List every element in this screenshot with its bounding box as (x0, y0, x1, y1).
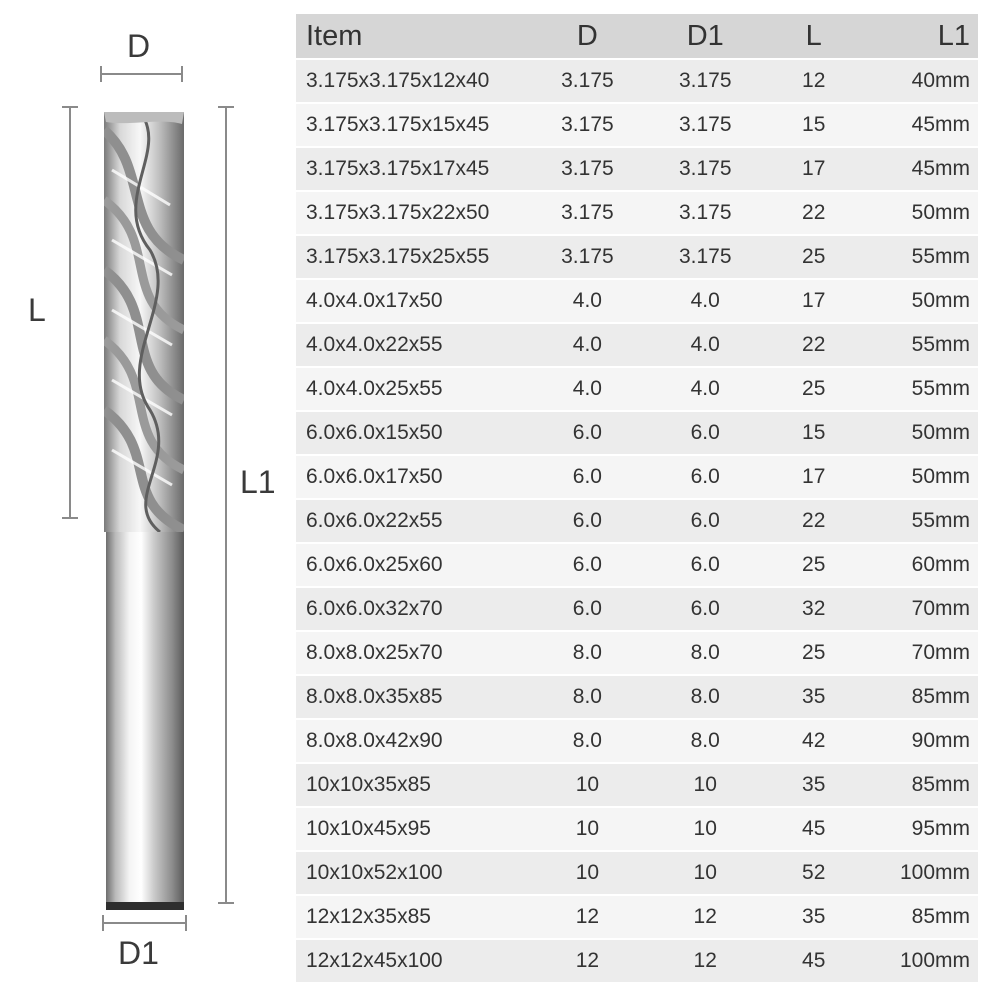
cell-l: 45 (761, 940, 866, 982)
cell-l: 25 (761, 236, 866, 278)
cell-item: 10x10x52x100 (296, 852, 526, 894)
cell-l: 15 (761, 412, 866, 454)
cell-d: 3.175 (526, 104, 649, 146)
cell-d: 3.175 (526, 236, 649, 278)
cell-d: 3.175 (526, 60, 649, 102)
table-row (296, 236, 978, 278)
cell-d1: 3.175 (649, 60, 761, 102)
cell-d1: 12 (649, 940, 761, 982)
header-l1: L1 (866, 14, 978, 58)
table-row (296, 280, 978, 322)
cell-d1: 12 (649, 896, 761, 938)
cell-item: 10x10x45x95 (296, 808, 526, 850)
cell-l1: 55mm (866, 500, 978, 542)
cell-d: 8.0 (526, 676, 649, 718)
cell-l: 15 (761, 104, 866, 146)
header-item: Item (296, 14, 526, 58)
cell-item: 3.175x3.175x22x50 (296, 192, 526, 234)
table-row (296, 896, 978, 938)
table-row (296, 456, 978, 498)
cell-l1: 45mm (866, 148, 978, 190)
cell-l1: 40mm (866, 60, 978, 102)
cell-d1: 4.0 (649, 368, 761, 410)
dim-label-d: D (127, 28, 151, 64)
cell-l1: 55mm (866, 236, 978, 278)
cell-l: 22 (761, 324, 866, 366)
cell-l: 45 (761, 808, 866, 850)
cell-d: 4.0 (526, 280, 649, 322)
table-body (296, 60, 978, 982)
cell-d1: 3.175 (649, 192, 761, 234)
table-row (296, 412, 978, 454)
cell-item: 8.0x8.0x35x85 (296, 676, 526, 718)
header-d1: D1 (649, 14, 761, 58)
cell-l1: 50mm (866, 280, 978, 322)
cell-d1: 6.0 (649, 588, 761, 630)
cell-d: 6.0 (526, 412, 649, 454)
cell-d1: 6.0 (649, 544, 761, 586)
cell-d1: 3.175 (649, 236, 761, 278)
cell-l1: 85mm (866, 676, 978, 718)
cell-l: 35 (761, 896, 866, 938)
cell-l: 25 (761, 632, 866, 674)
cell-d: 8.0 (526, 720, 649, 762)
cell-l: 22 (761, 192, 866, 234)
cell-item: 6.0x6.0x15x50 (296, 412, 526, 454)
cell-l: 35 (761, 676, 866, 718)
cell-d1: 4.0 (649, 280, 761, 322)
header-d: D (526, 14, 649, 58)
table-row (296, 60, 978, 102)
cell-l: 22 (761, 500, 866, 542)
cell-item: 6.0x6.0x32x70 (296, 588, 526, 630)
cell-d1: 10 (649, 764, 761, 806)
table-row (296, 192, 978, 234)
cell-d: 6.0 (526, 456, 649, 498)
cell-d1: 6.0 (649, 412, 761, 454)
cell-item: 3.175x3.175x17x45 (296, 148, 526, 190)
cell-d: 10 (526, 764, 649, 806)
cell-item: 4.0x4.0x17x50 (296, 280, 526, 322)
dim-label-l: L (28, 292, 46, 328)
cell-l1: 60mm (866, 544, 978, 586)
cell-l1: 100mm (866, 852, 978, 894)
cell-d: 10 (526, 852, 649, 894)
cell-l1: 50mm (866, 412, 978, 454)
header-l: L (761, 14, 866, 58)
cell-l1: 90mm (866, 720, 978, 762)
cell-item: 4.0x4.0x22x55 (296, 324, 526, 366)
cell-l1: 85mm (866, 764, 978, 806)
shank (106, 520, 184, 910)
end-mill-diagram (0, 0, 290, 1000)
table-row (296, 720, 978, 762)
table-row (296, 588, 978, 630)
cell-d: 10 (526, 808, 649, 850)
cell-l: 25 (761, 544, 866, 586)
cell-item: 12x12x45x100 (296, 940, 526, 982)
spec-table (296, 12, 978, 984)
cell-d: 12 (526, 896, 649, 938)
cell-item: 8.0x8.0x42x90 (296, 720, 526, 762)
cell-item: 6.0x6.0x17x50 (296, 456, 526, 498)
cell-d: 3.175 (526, 192, 649, 234)
cell-d: 3.175 (526, 148, 649, 190)
cell-item: 10x10x35x85 (296, 764, 526, 806)
cell-l: 17 (761, 456, 866, 498)
cell-l: 25 (761, 368, 866, 410)
cell-d1: 10 (649, 852, 761, 894)
cell-l: 17 (761, 280, 866, 322)
table-row (296, 324, 978, 366)
cell-l: 17 (761, 148, 866, 190)
cell-d1: 8.0 (649, 720, 761, 762)
cell-l1: 100mm (866, 940, 978, 982)
cell-l1: 85mm (866, 896, 978, 938)
cell-d: 6.0 (526, 588, 649, 630)
cell-l1: 95mm (866, 808, 978, 850)
dim-label-l1: L1 (240, 464, 276, 500)
cell-l1: 50mm (866, 456, 978, 498)
cell-item: 4.0x4.0x25x55 (296, 368, 526, 410)
cell-l1: 70mm (866, 588, 978, 630)
cell-d1: 3.175 (649, 104, 761, 146)
cell-l: 32 (761, 588, 866, 630)
table-row (296, 148, 978, 190)
cell-l: 35 (761, 764, 866, 806)
table-row (296, 676, 978, 718)
cell-d: 12 (526, 940, 649, 982)
table-row (296, 500, 978, 542)
end-mill-bit (0, 0, 290, 1000)
cell-l1: 55mm (866, 324, 978, 366)
cell-d1: 8.0 (649, 676, 761, 718)
flute-section (104, 112, 184, 532)
shank-end (106, 902, 184, 910)
cell-l: 12 (761, 60, 866, 102)
cell-d: 4.0 (526, 368, 649, 410)
table-row (296, 632, 978, 674)
cell-l1: 70mm (866, 632, 978, 674)
cell-item: 8.0x8.0x25x70 (296, 632, 526, 674)
table-row (296, 104, 978, 146)
cell-l: 42 (761, 720, 866, 762)
cell-d: 8.0 (526, 632, 649, 674)
cell-d1: 6.0 (649, 456, 761, 498)
cell-d1: 6.0 (649, 500, 761, 542)
cell-item: 6.0x6.0x22x55 (296, 500, 526, 542)
cell-d1: 4.0 (649, 324, 761, 366)
table-header-row (296, 14, 978, 58)
cell-d1: 10 (649, 808, 761, 850)
dim-label-d1: D1 (118, 935, 159, 971)
cell-l1: 45mm (866, 104, 978, 146)
table-row (296, 852, 978, 894)
cell-d1: 8.0 (649, 632, 761, 674)
cell-item: 12x12x35x85 (296, 896, 526, 938)
cell-d: 6.0 (526, 544, 649, 586)
cell-l: 52 (761, 852, 866, 894)
cell-d: 6.0 (526, 500, 649, 542)
cell-d: 4.0 (526, 324, 649, 366)
table-row (296, 544, 978, 586)
cell-item: 3.175x3.175x12x40 (296, 60, 526, 102)
cell-l1: 50mm (866, 192, 978, 234)
cell-item: 3.175x3.175x15x45 (296, 104, 526, 146)
cell-item: 6.0x6.0x25x60 (296, 544, 526, 586)
table-row (296, 940, 978, 982)
table-row (296, 808, 978, 850)
cell-l1: 55mm (866, 368, 978, 410)
cell-d1: 3.175 (649, 148, 761, 190)
table-row (296, 368, 978, 410)
cell-item: 3.175x3.175x25x55 (296, 236, 526, 278)
table-row (296, 764, 978, 806)
